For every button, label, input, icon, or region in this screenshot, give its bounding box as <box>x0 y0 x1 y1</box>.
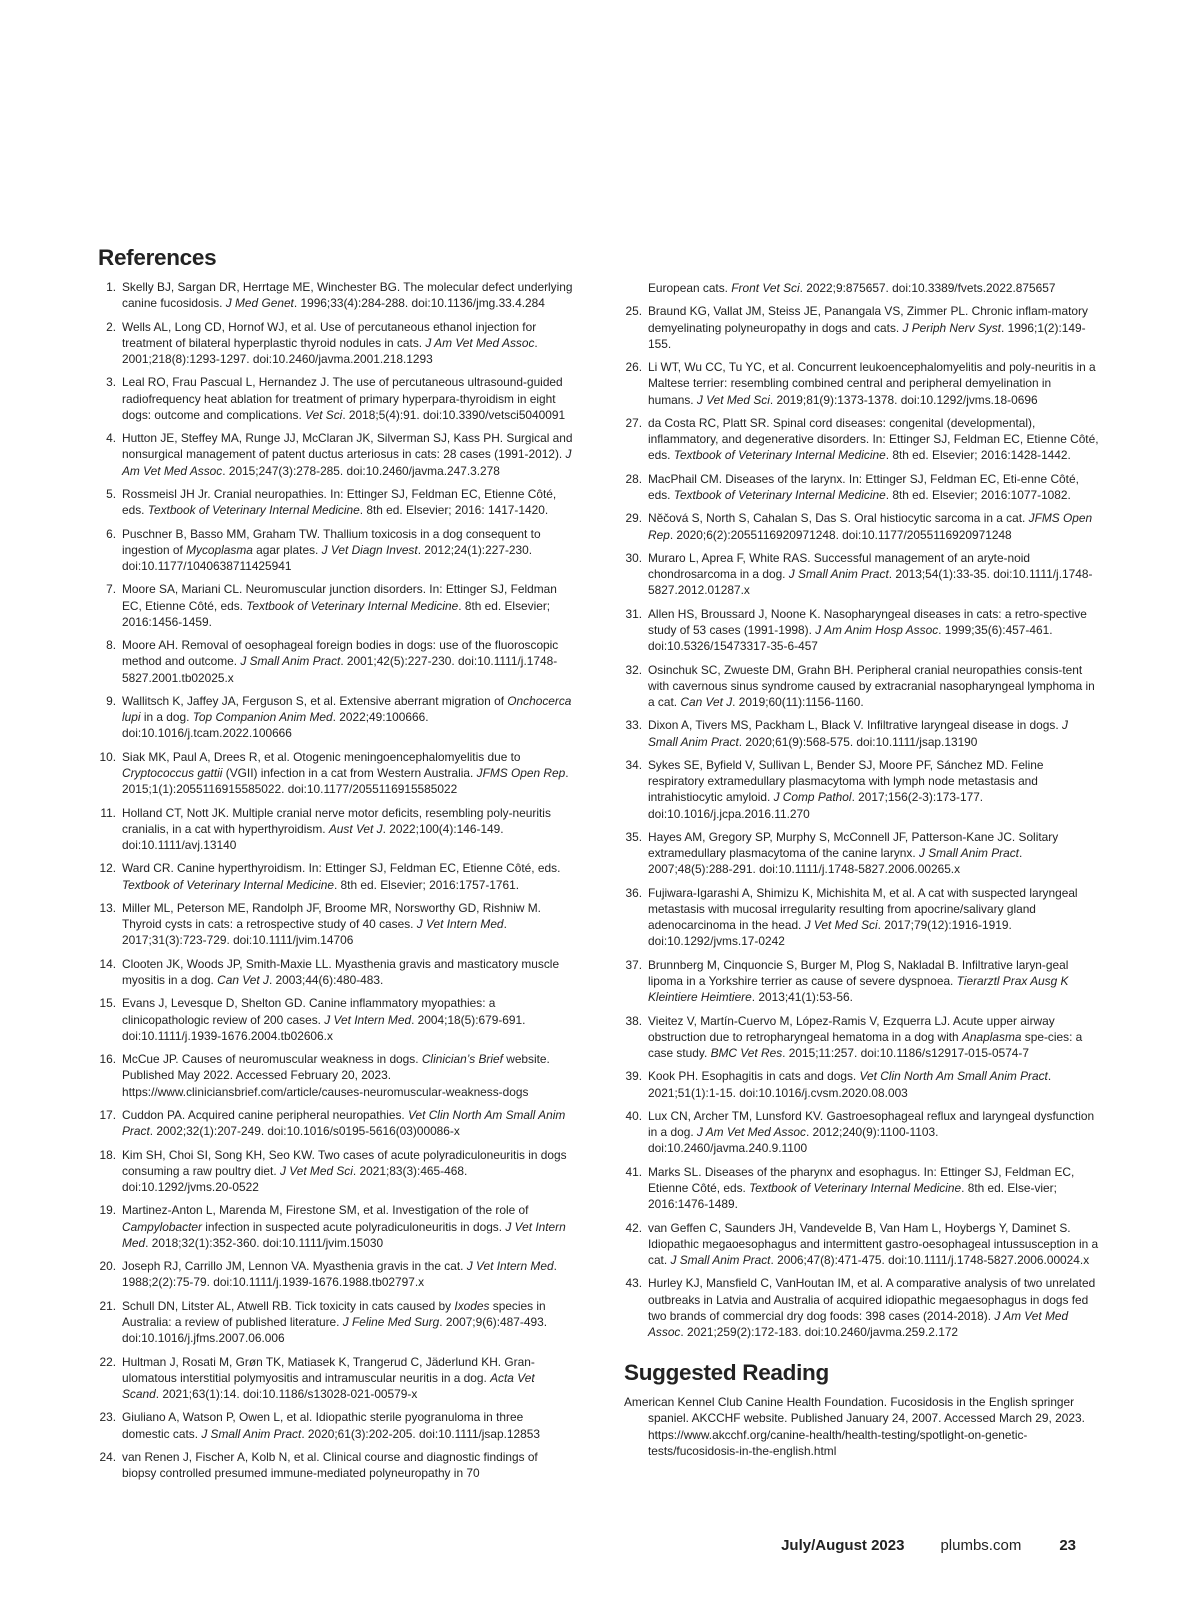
reference-item <box>98 1258 574 1290</box>
reference-text: Li WT, Wu CC, Tu YC, et al. Concurrent leukoencephalomyelitis and poly-neuritis in a Maltese terrier: resembling combined central and peripheral demyelination in humans. <box>648 360 1096 407</box>
reference-text: Leal RO, Frau Pascual L, Hernandez J. The use of percutaneous ultrasound-guided radiofrequency heat ablation for treatment of primary hyperpara-thyroidism in eight dogs: outcome and complications. <box>122 375 563 422</box>
reference-number: 1. <box>106 280 116 294</box>
reference-number: 7. <box>106 582 116 597</box>
reference-italic-text: J Vet Med Sci <box>279 1163 353 1178</box>
reference-text: infection in suspected acute polyradiculoneuritis in dogs. <box>201 1219 506 1234</box>
reference-item <box>98 995 574 1044</box>
reference-text: . 2022;9:875657. doi:10.3389/fvets.2022.875657 <box>799 281 1056 295</box>
reference-text: Rossmeisl JH Jr. Cranial neuropathies. In: Ettinger SJ, Feldman EC, Etienne Côté, eds. <box>122 486 557 518</box>
reference-text: Siak MK, Paul A, Drees R, et al. Otogenic meningoencephalomyelitis due to <box>122 749 521 764</box>
reference-text: . 2020;61(9):568-575. doi:10.1111/jsap.13190 <box>738 734 978 749</box>
reference-text: Clooten JK, Woods JP, Smith-Maxie LL. Myasthenia gravis and masticatory muscle myositis in a dog. <box>122 956 560 987</box>
reference-text: . 2007;9(6):487-493. doi:10.1016/j.jfms.2007.06.006 <box>122 1314 548 1346</box>
reference-text: in a dog. <box>140 710 193 725</box>
reference-number: 25. <box>625 304 642 319</box>
reference-item <box>98 581 574 630</box>
reference-italic-text: Textbook of Veterinary Internal Medicine <box>246 598 459 613</box>
reference-text: . 2021;63(1):14. doi:10.1186/s13028-021-00579-x <box>155 1386 418 1401</box>
reference-text: da Costa RC, Platt SR. Spinal cord diseases: congenital (developmental), inflammatory, and degenerative disorders. In: Ettinger SJ, Feldman EC, Etienne Côté, eds. <box>648 415 1099 463</box>
reference-text: . 8th ed. Elsevier; 2016:1456-1459. <box>122 598 551 629</box>
reference-item <box>624 606 1100 655</box>
reference-text: Skelly BJ, Sargan DR, Herrtage ME, Winchester BG. The molecular defect underlying canine fucosidosis. <box>122 280 573 311</box>
reference-item <box>98 749 574 798</box>
reference-italic-text: Can Vet J <box>680 694 733 709</box>
reference-item <box>98 860 574 892</box>
reference-item <box>624 471 1100 503</box>
reference-text: Giuliano A, Watson P, Owen L, et al. Idiopathic sterile pyogranuloma in three domestic cats. <box>122 1410 524 1441</box>
reference-text: species in Australia: a review of published literature. <box>122 1298 546 1329</box>
reference-number: 30. <box>625 550 642 565</box>
reference-text: Moore AH. Removal of oesophageal foreign bodies in dogs: use of the fluoroscopic method and outcome. <box>122 638 559 669</box>
reference-item <box>98 374 574 423</box>
reference-text: Miller ML, Peterson ME, Randolph JF, Broome MR, Norsworthy GD, Rishniw M. Thyroid cysts in cats: a retrospective study of 40 cases. <box>122 900 541 932</box>
footer-website: plumbs.com <box>940 1537 1022 1554</box>
reference-item <box>98 693 574 742</box>
reference-number: 22. <box>99 1354 116 1369</box>
reference-italic-text: Tierarztl Prax Ausg K Kleintiere Heimtiere <box>648 973 1069 1005</box>
reference-text: . 2017;156(2-3):173-177. doi:10.1016/j.jcpa.2016.11.270 <box>648 790 984 821</box>
reference-number: 39. <box>625 1069 642 1084</box>
reference-number: 11. <box>100 805 116 820</box>
reference-list-left <box>98 279 574 1481</box>
reference-item <box>98 486 574 518</box>
reference-text: van Geffen C, Saunders JH, Vandevelde B, Van Ham L, Hoybergs Y, Daminet S. Idiopathic megaoesophagus and intermittent gastro-oesophageal intussusception in a cat. <box>648 1220 1099 1267</box>
reference-item <box>98 526 574 575</box>
reference-text: Joseph RJ, Carrillo JM, Lennon VA. Myasthenia gravis in the cat. <box>122 1259 467 1274</box>
reference-item <box>624 1108 1100 1157</box>
references-column-right <box>624 280 1100 1459</box>
reference-text: Nĕčová S, North S, Cahalan S, Das S. Oral histiocytic sarcoma in a cat. <box>648 511 1029 526</box>
reference-italic-text: Anaplasma <box>961 1029 1022 1044</box>
reference-text: . 2001;218(8):1293-1297. doi:10.2460/javma.2001.218.1293 <box>122 335 538 366</box>
reference-italic-text: J Small Anim Pract <box>201 1426 302 1441</box>
reference-number: 28. <box>625 471 642 486</box>
reference-number: 10. <box>99 749 116 764</box>
reference-italic-text: Vet Sci <box>305 407 343 422</box>
references-column-left <box>98 245 574 1489</box>
reference-text: Ward CR. Canine hyperthyroidism. In: Ettinger SJ, Feldman EC, Etienne Côté, eds. <box>122 861 561 876</box>
reference-italic-text: Clinician’s Brief <box>421 1052 503 1067</box>
reference-item <box>624 717 1100 749</box>
reference-text: McCue JP. Causes of neuromuscular weakness in dogs. <box>122 1052 422 1067</box>
reference-text: Cuddon PA. Acquired canine peripheral neuropathies. <box>122 1107 409 1122</box>
reference-number: 14. <box>99 956 116 971</box>
reference-item <box>624 829 1100 878</box>
reference-text: . 1988;2(2):75-79. doi:10.1111/j.1939-1676.1988.tb02797.x <box>122 1259 557 1290</box>
reference-text: Allen HS, Broussard J, Noone K. Nasopharyngeal diseases in cats: a retro-spective study of 53 cases (1991-1998). <box>648 606 1087 637</box>
reference-text: . 8th ed. Elsevier; 2016:1077-1082. <box>885 487 1071 502</box>
reference-item <box>98 637 574 686</box>
reference-italic-text: Can Vet J <box>217 972 269 987</box>
reference-text: . 1999;35(6):457-461. doi:10.5326/15473317-35-6-457 <box>648 622 1053 654</box>
reference-italic-text: J Am Vet Med Assoc <box>648 1308 1069 1339</box>
reference-item <box>624 757 1100 822</box>
reference-italic-text: J Small Anim Pract <box>240 654 341 669</box>
reference-text: (VGII) infection in a cat from Western Australia. <box>222 765 477 780</box>
reference-italic-text: BMC Vet Res <box>710 1045 783 1060</box>
reference-text: . 2006;47(8):471-475. doi:10.1111/j.1748-5827.2006.00024.x <box>770 1252 1090 1267</box>
reference-item <box>624 957 1100 1006</box>
reference-number: 26. <box>625 360 642 375</box>
reference-number: 43. <box>625 1276 642 1291</box>
reference-text: Osinchuk SC, Zwueste DM, Grahn BH. Peripheral cranial neuropathies consis-tent with cavernous sinus syndrome caused by extracranial nasopharyngeal lymphoma in a cat. <box>648 662 1095 709</box>
reference-number: 4. <box>106 431 116 446</box>
suggested-reading-entry: American Kennel Club Canine Health Foundation. Fucosidosis in the English springer spaniel. AKCCHF website. Published January 24, 2007. Accessed March 29, 2023. https://www.akcchf.org/canine-health/health-testing/spotlight-on-genetic-tests/fucosidosis-in-the-english.html <box>624 1395 1085 1458</box>
reference-item <box>98 956 574 988</box>
reference-number: 20. <box>99 1259 116 1274</box>
reference-text: . 8th ed. Elsevier; 2016: 1417-1420. <box>359 503 549 518</box>
reference-italic-text: Onchocerca lupi <box>122 693 572 725</box>
reference-text: Holland CT, Nott JK. Multiple cranial nerve motor deficits, resembling poly-neuritis cranialis, in a cat with hyperthyroidism. <box>122 805 551 836</box>
reference-text: Hultman J, Rosati M, Grøn TK, Matiasek K, Trangerud C, Jäderlund KH. Gran-ulomatous interstitial polymyositis and intramuscular neuritis in a dog. <box>122 1354 535 1385</box>
reference-item <box>624 280 1100 296</box>
reference-text: . 1996;33(4):284-288. doi:10.1136/jmg.33.4.284 <box>293 296 545 311</box>
reference-text: spe-cies: a case study. <box>648 1029 1083 1060</box>
reference-number: 33. <box>625 718 642 733</box>
reference-text: . 2020;61(3):202-205. doi:10.1111/jsap.12853 <box>301 1426 540 1441</box>
reference-italic-text: J Small Anim Pract <box>788 567 889 582</box>
reference-text: Martinez-Anton L, Marenda M, Firestone SM, et al. Investigation of the role of <box>122 1203 529 1218</box>
reference-number: 41. <box>625 1164 642 1179</box>
reference-text: . 2020;6(2):2055116920971248. doi:10.1177/2055116920971248 <box>669 527 1012 542</box>
reference-italic-text: J Periph Nerv Syst <box>902 320 1001 335</box>
reference-item <box>624 550 1100 599</box>
reference-text: . 2003;44(6):480-483. <box>268 972 384 987</box>
reference-item <box>98 900 574 949</box>
reference-text: . 2015;11:257. doi:10.1186/s12917-015-0574-7 <box>782 1045 1029 1060</box>
reference-text: MacPhail CM. Diseases of the larynx. In: Ettinger SJ, Feldman EC, Eti-enne Côté, eds. <box>648 471 1079 502</box>
reference-item <box>98 279 574 311</box>
reference-text: Lux CN, Archer TM, Lunsford KV. Gastroesophageal reflux and laryngeal dysfunction in a dog. <box>648 1108 1095 1140</box>
reference-number: 8. <box>106 638 116 653</box>
reference-text: . 8th ed. Else-vier; 2016:1476-1489. <box>648 1180 1057 1212</box>
reference-italic-text: J Am Vet Med Assoc <box>122 447 572 478</box>
reference-number: 38. <box>625 1013 642 1028</box>
reference-number: 13. <box>99 900 116 915</box>
reference-text: . 2015;1(1):2055116915585022. doi:10.1177/2055116915585022 <box>122 765 569 797</box>
reference-text: . 2021;259(2):172-183. doi:10.2460/javma.259.2.172 <box>680 1324 959 1339</box>
reference-text: . 2012;24(1):227-230. doi:10.1177/1040638711425941 <box>122 542 533 573</box>
reference-text: Wells AL, Long CD, Hornof WJ, et al. Use of percutaneous ethanol injection for treatment of bilateral hyperplastic thyroid nodules in cats. <box>122 319 537 350</box>
reference-text: . 2013;41(1):53-56. <box>751 990 853 1005</box>
reference-text: Fujiwara-Igarashi A, Shimizu K, Michishita M, et al. A cat with suspected laryngeal metastasis with mucosal irregularity resulting from apocrine/salivary gland adenocarcinoma in the head. <box>648 885 1078 933</box>
reference-italic-text: Campylobacter <box>122 1219 202 1234</box>
reference-text: . 2001;42(5):227-230. doi:10.1111/j.1748-5827.2001.tb02025.x <box>122 654 558 685</box>
reference-item <box>98 805 574 854</box>
reference-item <box>98 1409 574 1441</box>
reference-item <box>98 1449 574 1481</box>
reference-number: 9. <box>106 693 116 708</box>
reference-item <box>624 510 1100 542</box>
reference-item <box>624 415 1100 464</box>
reference-number: 24. <box>99 1449 116 1464</box>
reference-item <box>624 885 1100 950</box>
reference-text: Vieitez V, Martín-Cuervo M, López-Ramis V, Ezquerra LJ. Acute upper airway obstruction due to retropharyngeal hematoma in a dog with <box>648 1013 1055 1044</box>
reference-item <box>98 1354 574 1403</box>
reference-number: 2. <box>106 319 116 334</box>
reference-italic-text: J Vet Diagn Invest <box>321 542 418 557</box>
reference-item <box>98 1147 574 1196</box>
reference-italic-text: Vet Clin North Am Small Anim Pract <box>122 1107 566 1139</box>
reference-text: Evans J, Levesque D, Shelton GD. Canine inflammatory myopathies: a clinicopathologic review of 200 cases. <box>122 996 496 1027</box>
reference-italic-text: Aust Vet J <box>328 821 383 836</box>
reference-text: . 8th ed. Elsevier; 2016:1428-1442. <box>885 448 1071 463</box>
reference-text: European cats. <box>648 281 732 295</box>
reference-number: 36. <box>625 885 642 900</box>
reference-text: Moore SA, Mariani CL. Neuromuscular junction disorders. In: Ettinger SJ, Feldman EC, Etienne Côté, eds. <box>122 582 557 613</box>
reference-text: . 2007;48(5):288-291. doi:10.1111/j.1748-5827.2006.00265.x <box>648 846 1023 877</box>
reference-item <box>98 1298 574 1347</box>
reference-item <box>98 430 574 479</box>
reference-text: . 2018;5(4):91. doi:10.3390/vetsci5040091 <box>342 407 566 422</box>
reference-italic-text: Textbook of Veterinary Internal Medicine <box>749 1180 962 1195</box>
reference-number: 19. <box>99 1203 116 1218</box>
reference-italic-text: J Comp Pathol <box>773 790 852 805</box>
reference-text: Kim SH, Choi SI, Song KH, Seo KW. Two cases of acute polyradiculoneuritis in dogs consuming a raw poultry diet. <box>122 1147 567 1178</box>
reference-text: . 2017;31(3):723-729. doi:10.1111/jvim.14706 <box>122 917 507 948</box>
reference-item <box>624 1013 1100 1062</box>
reference-text: . 2021;51(1):1-15. doi:10.1016/j.cvsm.2020.08.003 <box>648 1069 1052 1100</box>
reference-text: Sykes SE, Byfield V, Sullivan L, Bender SJ, Moore PF, Sánchez MD. Feline respiratory extramedullary plasmacytoma with lymph node metastasis and intrahistiocytic amyloid. <box>648 757 1044 805</box>
reference-item <box>624 1275 1100 1340</box>
reference-text: Hurley KJ, Mansfield C, VanHoutan IM, et al. A comparative analysis of two unrelated outbreaks in Latvia and Australia of acquired idiopathic megaesophagus in dogs fed two brands of commercial dry dog foods: 398 cases (2014-2018). <box>648 1276 1096 1323</box>
reference-italic-text: Textbook of Veterinary Internal Medicine <box>673 487 886 502</box>
reference-text: . 2019;81(9):1373-1378. doi:10.1292/jvms.18-0696 <box>769 392 1038 407</box>
reference-text: . 2021;83(3):465-468. doi:10.1292/jvms.20-0522 <box>122 1163 468 1194</box>
reference-number: 34. <box>625 757 642 772</box>
reference-italic-text: Acta Vet Scand <box>122 1370 535 1401</box>
reference-text: . 2015;247(3):278-285. doi:10.2460/javma.247.3.278 <box>222 463 500 478</box>
reference-text: Dixon A, Tivers MS, Packham L, Black V. Infiltrative laryngeal disease in dogs. <box>648 718 1062 733</box>
reference-number: 27. <box>625 415 642 430</box>
reference-item <box>624 359 1100 408</box>
reference-number: 37. <box>625 957 642 972</box>
reference-text: . 2013;54(1):33-35. doi:10.1111/j.1748-5827.2012.01287.x <box>648 567 1093 598</box>
reference-italic-text: J Am Vet Med Assoc <box>696 1125 806 1140</box>
reference-number: 31. <box>625 606 642 621</box>
reference-text: agar plates. <box>252 542 322 557</box>
reference-text: Kook PH. Esophagitis in cats and dogs. <box>648 1069 860 1084</box>
reference-italic-text: Front Vet Sci <box>731 281 800 295</box>
reference-italic-text: Cryptococcus gattii <box>122 765 223 780</box>
suggested-reading-section <box>624 1360 1100 1459</box>
reference-text: . 1996;1(2):149-155. <box>648 320 1086 351</box>
reference-italic-text: JFMS Open Rep <box>648 511 1093 542</box>
reference-italic-text: Mycoplasma <box>186 542 253 557</box>
reference-item <box>98 1107 574 1139</box>
reference-italic-text: Vet Clin North Am Small Anim Pract <box>859 1069 1048 1084</box>
reference-italic-text: Textbook of Veterinary Internal Medicine <box>147 503 360 518</box>
reference-item <box>624 1220 1100 1269</box>
reference-number: 17. <box>99 1107 116 1122</box>
reference-text: van Renen J, Fischer A, Kolb N, et al. Clinical course and diagnostic findings of biopsy controlled presumed immune-mediated polyneuropathy in 70 <box>122 1449 538 1481</box>
reference-text: . 2002;32(1):207-249. doi:10.1016/s0195-5616(03)00086-x <box>149 1124 460 1139</box>
suggested-reading-heading: Suggested Reading <box>624 1360 829 1386</box>
reference-list-right <box>624 280 1100 1340</box>
reference-number: 40. <box>625 1108 642 1123</box>
reference-number: 29. <box>625 511 642 526</box>
reference-number: 23. <box>99 1410 116 1425</box>
reference-text: Hayes AM, Gregory SP, Murphy S, McConnell JF, Patterson-Kane JC. Solitary extramedullary plasmacytoma of the canine larynx. <box>648 829 1059 861</box>
reference-text: . 2004;18(5):679-691. doi:10.1111/j.1939-1676.2004.tb02606.x <box>122 1012 526 1043</box>
reference-text: Brunnberg M, Cinquoncie S, Burger M, Plog S, Nakladal B. Infiltrative laryn-geal lipoma in a Yorkshire terrier as cause of severe dyspnoea. <box>648 957 1069 988</box>
reference-italic-text: J Small Anim Pract <box>670 1252 771 1267</box>
reference-text: . 8th ed. Elsevier; 2016:1757-1761. <box>333 877 520 892</box>
reference-text: . 2022;100(4):146-149. doi:10.1111/avj.13140 <box>122 821 504 852</box>
reference-text: Wallitsch K, Jaffey JA, Ferguson S, et al. Extensive aberrant migration of <box>122 693 508 708</box>
reference-number: 35. <box>625 829 642 844</box>
reference-italic-text: J Am Vet Med Assoc <box>425 335 535 350</box>
reference-italic-text: J Vet Intern Med <box>416 917 504 932</box>
page-number: 23 <box>1059 1537 1076 1554</box>
reference-text: website. Published May 2022. Accessed February 20, 2023. https://www.cliniciansbrief.com/article/causes-neuromuscular-weakness-dogs <box>122 1052 550 1099</box>
reference-italic-text: J Am Anim Hosp Assoc <box>815 622 939 637</box>
reference-number: 42. <box>625 1220 642 1235</box>
reference-item <box>98 1202 574 1251</box>
reference-italic-text: J Small Anim Pract <box>648 718 1068 749</box>
reference-text: Schull DN, Litster AL, Atwell RB. Tick toxicity in cats caused by <box>122 1298 455 1313</box>
reference-item <box>624 1164 1100 1213</box>
reference-text: . 2012;240(9):1100-1103. doi:10.2460/javma.240.9.1100 <box>648 1125 939 1156</box>
reference-number: 32. <box>625 662 642 677</box>
reference-text: . 2018;32(1):352-360. doi:10.1111/jvim.15030 <box>145 1235 384 1250</box>
reference-item <box>98 319 574 368</box>
reference-italic-text: J Feline Med Surg <box>342 1314 440 1329</box>
reference-text: . 2017;79(12):1916-1919. doi:10.1292/jvms.17-0242 <box>648 918 1012 949</box>
reference-italic-text: J Small Anim Pract <box>918 846 1019 861</box>
reference-italic-text: Textbook of Veterinary Internal Medicine <box>122 877 334 892</box>
reference-text: Hutton JE, Steffey MA, Runge JJ, McClaran JK, Silverman SJ, Kass PH. Surgical and nonsurgical management of patent ductus arteriosus in cats: 28 cases (1991-2012). <box>122 431 573 462</box>
reference-text: Marks SL. Diseases of the pharynx and esophagus. In: Ettinger SJ, Feldman EC, Etienne Côté, eds. <box>648 1164 1075 1195</box>
reference-italic-text: J Vet Med Sci <box>804 918 878 933</box>
reference-number: 16. <box>99 1052 116 1067</box>
reference-italic-text: JFMS Open Rep <box>476 765 566 780</box>
reference-item <box>624 662 1100 711</box>
footer-issue-date: July/August 2023 <box>781 1537 905 1554</box>
reference-number: 12. <box>99 861 116 876</box>
reference-number: 3. <box>106 375 116 390</box>
page-footer <box>781 1537 1076 1554</box>
reference-italic-text: J Med Genet <box>225 296 294 311</box>
reference-item <box>624 303 1100 352</box>
reference-italic-text: Ixodes <box>454 1298 490 1313</box>
reference-item <box>98 1051 574 1100</box>
reference-italic-text: J Vet Intern Med <box>324 1012 412 1027</box>
reference-italic-text: Textbook of Veterinary Internal Medicine <box>673 448 886 463</box>
reference-item <box>624 1068 1100 1100</box>
reference-number: 18. <box>99 1147 116 1162</box>
reference-number: 6. <box>106 526 116 541</box>
reference-text: . 2019;60(11):1156-1160. <box>732 694 864 709</box>
reference-number: 15. <box>99 996 116 1011</box>
reference-italic-text: J Vet Med Sci <box>696 392 770 407</box>
reference-text: Braund KG, Vallat JM, Steiss JE, Panangala VS, Zimmer PL. Chronic inflam-matory demyelinating polyneuropathy in dogs and cats. <box>648 304 1088 335</box>
reference-italic-text: J Vet Intern Med <box>122 1219 566 1250</box>
reference-text: Puschner B, Basso MM, Graham TW. Thallium toxicosis in a dog consequent to ingestion of <box>122 526 541 557</box>
reference-italic-text: Top Companion Anim Med <box>192 710 333 725</box>
references-heading: References <box>98 245 217 270</box>
reference-text: . 2022;49:100666. doi:10.1016/j.tcam.2022.100666 <box>122 710 429 741</box>
reference-number: 5. <box>106 486 116 501</box>
reference-italic-text: J Vet Intern Med <box>466 1259 554 1274</box>
reference-number: 21. <box>99 1298 116 1313</box>
reference-text: Muraro L, Aprea F, White RAS. Successful management of an aryte-noid chondrosarcoma in a dog. <box>648 550 1031 582</box>
